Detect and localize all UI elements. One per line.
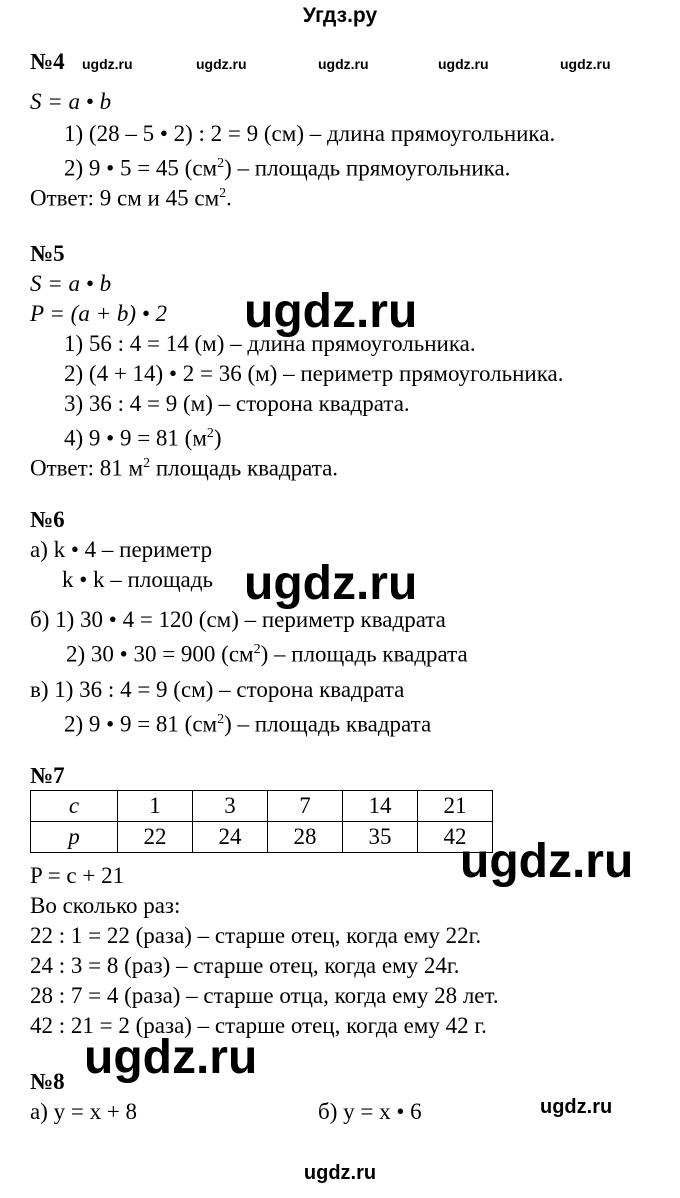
watermark-small: ugdz.ru	[82, 56, 133, 72]
problem-7-step-3: 28 : 7 = 4 (раза) – старше отца, когда ему 28 лет.	[30, 983, 499, 1008]
watermark-mid: ugdz.ru	[540, 1096, 613, 1118]
table-cell: 3	[193, 791, 268, 822]
site-header: Угдз.ру	[302, 4, 378, 27]
problem-8-title: №8	[30, 1069, 65, 1094]
problem-6-c-2: 2) 9 • 9 = 81 $(см^2)$ – площадь квадрата	[64, 711, 432, 737]
table-cell: 28	[268, 822, 343, 853]
problem-7-step-4: 42 : 21 = 2 (раза) – старше отец, когда ему 42 г.	[30, 1013, 487, 1038]
problem-5-title: №5	[30, 241, 65, 266]
problem-5-answer: Ответ: 81 $м^2$ площадь квадрата.	[30, 455, 339, 481]
watermark-big: ugdz.ru	[244, 557, 418, 610]
problem-6-title: №6	[30, 507, 65, 532]
problem-7-step-2: 24 : 3 = 8 (раз) – старше отец, когда ему 24г.	[30, 953, 460, 978]
site-footer: ugdz.ru	[303, 1162, 377, 1184]
table-cell: 14	[343, 791, 418, 822]
problem-6-c-1: в) 1) 36 : 4 = 9 (см) – сторона квадрата	[30, 677, 405, 702]
problem-6-b-1: б) 1) 30 • 4 = 120 (см) – периметр квадрата	[30, 607, 446, 632]
problem-5-formula-area: S = a • b	[30, 271, 112, 296]
watermark-small: ugdz.ru	[560, 56, 611, 72]
table-cell: 24	[193, 822, 268, 853]
values-table	[30, 790, 493, 853]
problem-8-a: а) y = x + 8	[30, 1099, 138, 1124]
problem-6-a-1: а) k • 4 – периметр	[30, 537, 213, 562]
problem-7-question: Во сколько раз:	[30, 893, 181, 918]
problem-5-step-4: 4) 9 • 9 = 81 $(м^2)$	[64, 425, 222, 451]
problem-4-answer: Ответ: 9 см и 45 $см^2$.	[30, 185, 232, 211]
problem-7-title: №7	[30, 763, 65, 788]
table-cell: 1	[118, 791, 193, 822]
table-cell: 35	[343, 822, 418, 853]
problem-6-a-2: k • k – площадь	[62, 567, 213, 592]
table-cell: 21	[418, 791, 493, 822]
table-cell: p	[31, 822, 118, 853]
table-cell: 42	[418, 822, 493, 853]
problem-6-b-2: 2) 30 • 30 = 900 $(см^2)$ – площадь квадрата	[66, 641, 468, 667]
problem-5-formula-perimeter: P = (a + b) • 2	[30, 301, 168, 326]
problem-7-step-1: 22 : 1 = 22 (раза) – старше отец, когда ему 22г.	[30, 923, 482, 948]
problem-4-step-2: 2) 9 • 5 = 45 $(см^2)$ – площадь прямоугольника.	[64, 155, 511, 181]
watermark-small: ugdz.ru	[196, 56, 247, 72]
watermark-big: ugdz.ru	[460, 835, 634, 888]
problem-5-step-1: 1) 56 : 4 = 14 (м) – длина прямоугольника.	[64, 331, 476, 356]
table-cell: 7	[268, 791, 343, 822]
table-cell: 22	[118, 822, 193, 853]
problem-5-step-3: 3) 36 : 4 = 9 (м) – сторона квадрата.	[64, 391, 410, 416]
watermark-small: ugdz.ru	[438, 56, 489, 72]
problem-8-b: б) y = x • 6	[318, 1099, 422, 1124]
table-row	[31, 822, 493, 853]
watermark-small: ugdz.ru	[318, 56, 369, 72]
watermark-big: ugdz.ru	[244, 285, 418, 338]
table-row	[31, 791, 493, 822]
problem-4-step-1: 1) (28 – 5 • 2) : 2 = 9 (см) – длина прямоугольника.	[64, 121, 556, 146]
problem-7-formula: P = c + 21	[30, 863, 125, 888]
problem-4-formula: S = a • b	[30, 89, 112, 114]
problem-5-step-2: 2) (4 + 14) • 2 = 36 (м) – периметр прямоугольника.	[64, 361, 564, 386]
watermark-big: ugdz.ru	[84, 1031, 258, 1084]
problem-4-title: №4	[30, 49, 65, 74]
table-cell: c	[31, 791, 118, 822]
